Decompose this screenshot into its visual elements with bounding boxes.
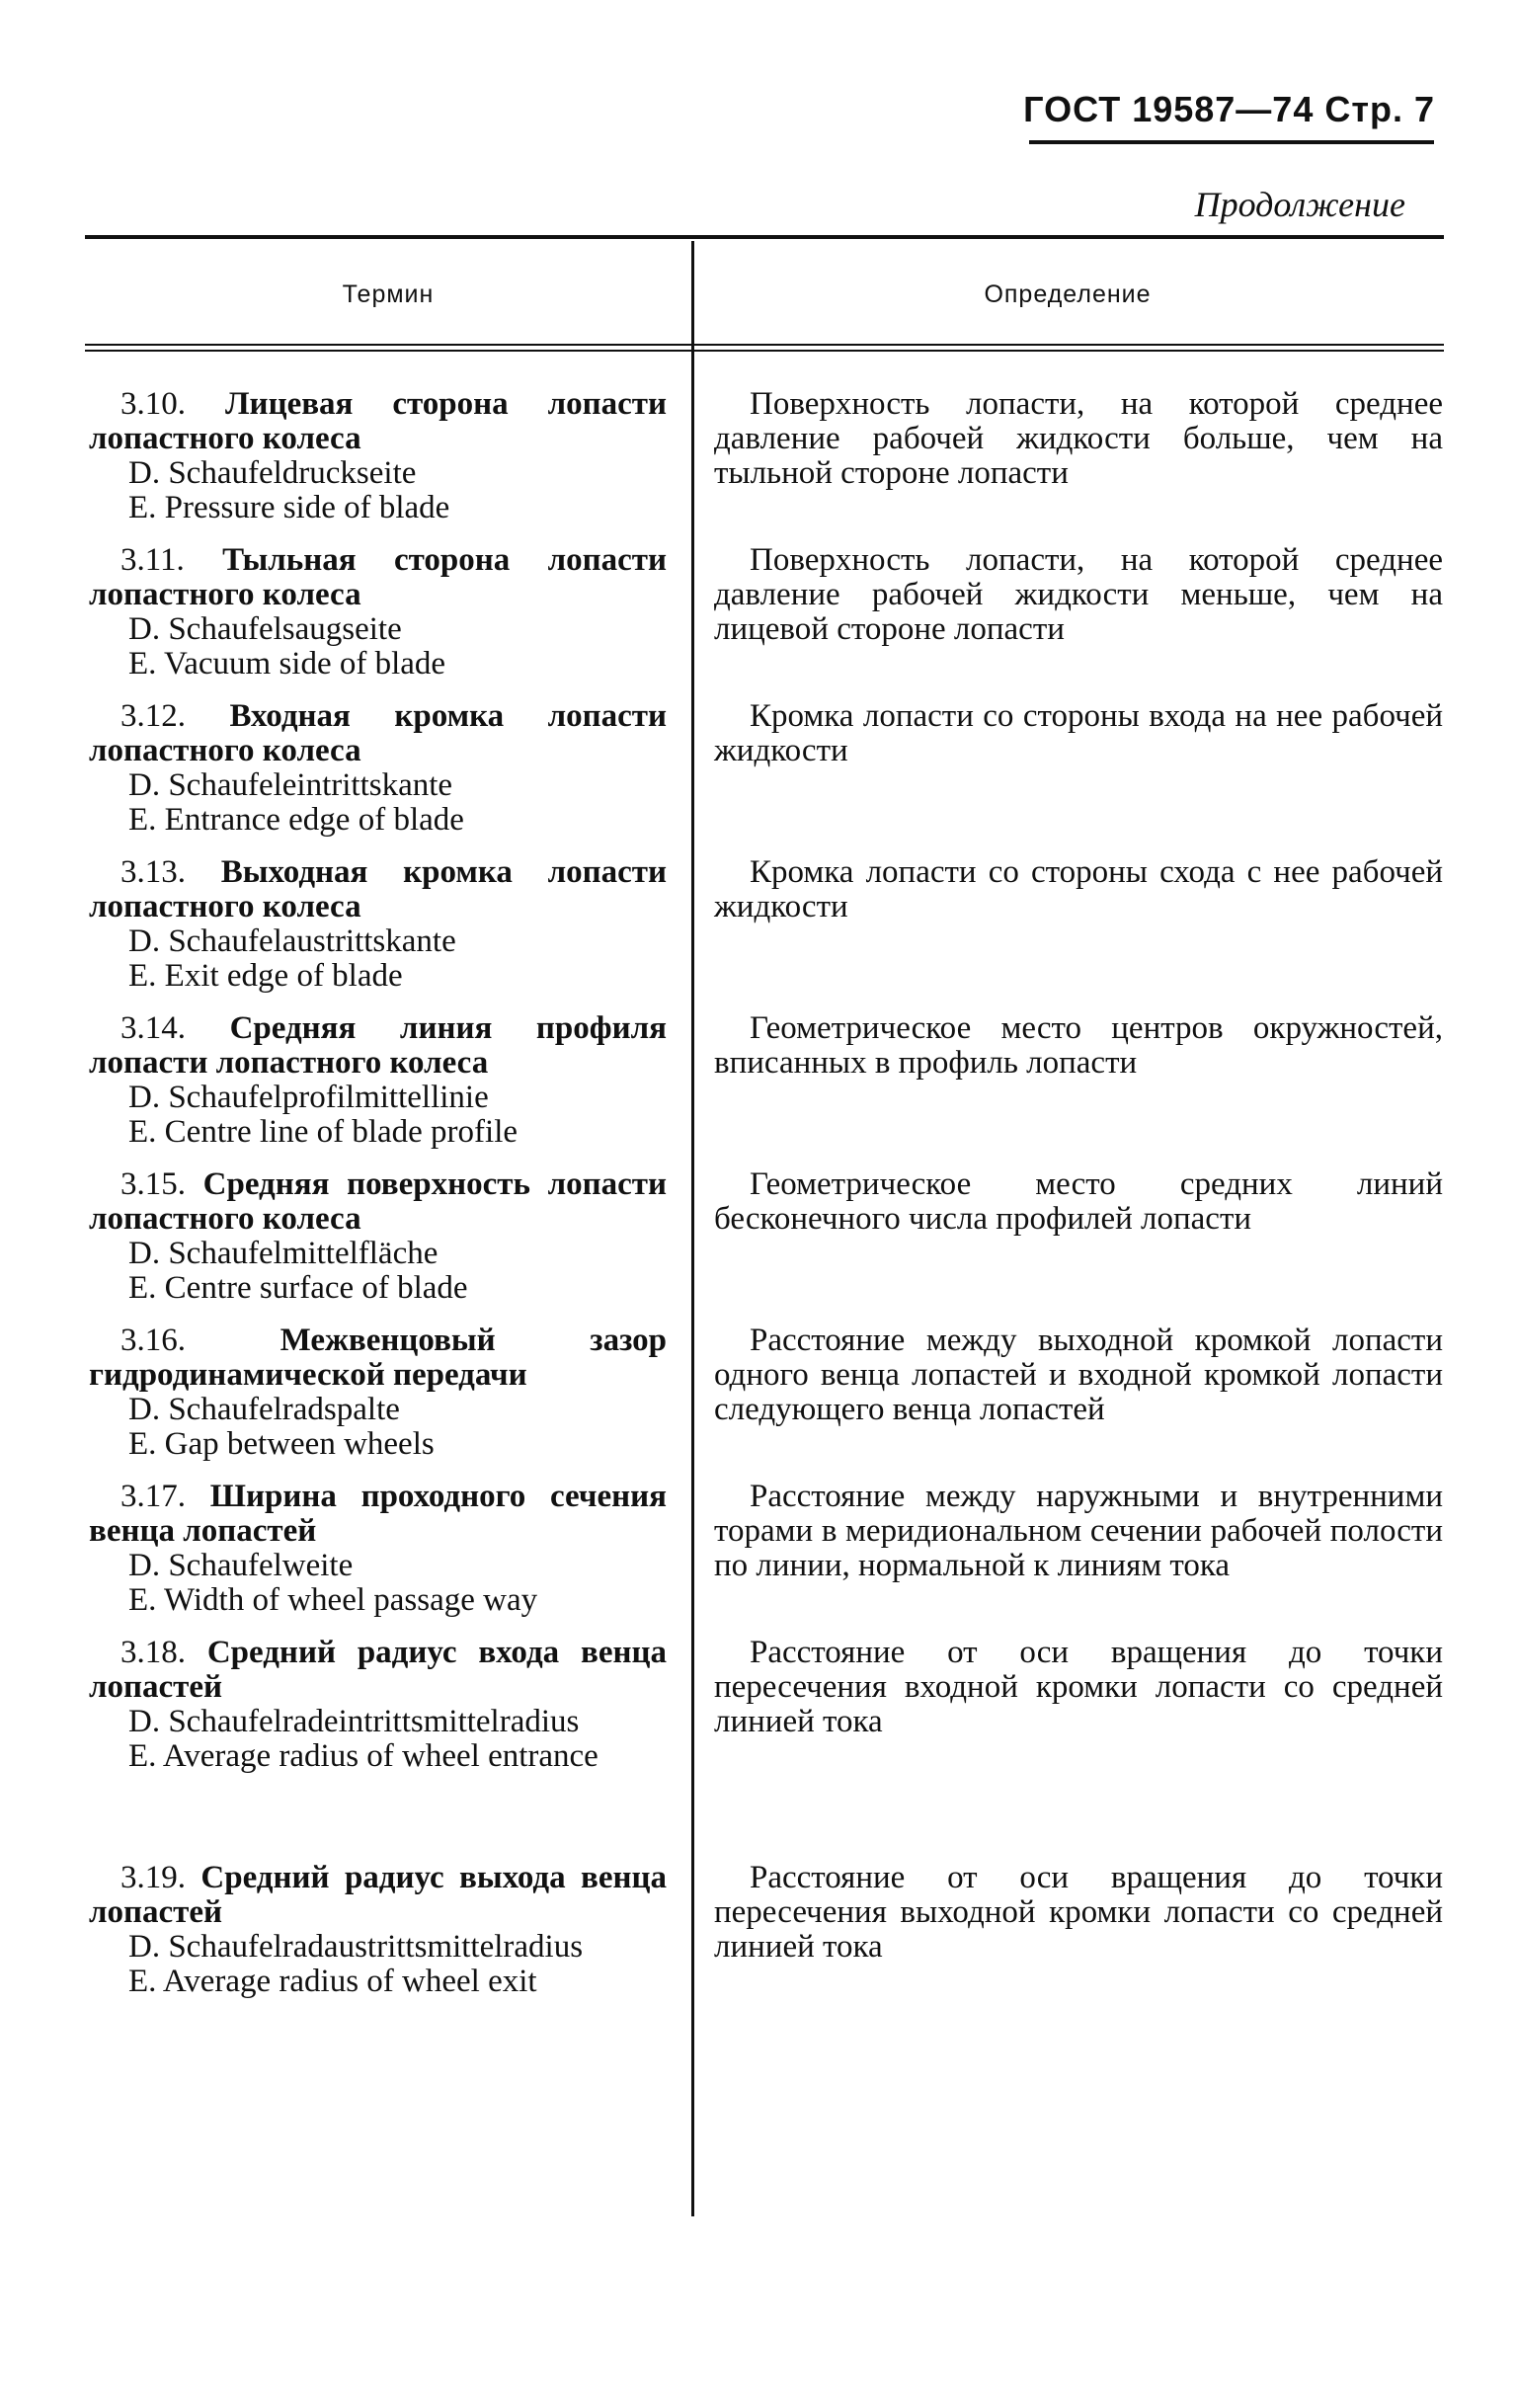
- german-equivalent: D. Schaufelradeintrittsmittelradius: [128, 1704, 580, 1739]
- term-number: 3.11.: [120, 542, 185, 578]
- term-title: [89, 1861, 667, 1930]
- term-number: 3.16.: [120, 1323, 186, 1358]
- term-cell: [89, 1636, 667, 1774]
- continuation-label: Продолжение: [1194, 185, 1405, 224]
- term-title: [89, 855, 667, 924]
- english-equivalent: E. Average radius of wheel entrance: [128, 1738, 598, 1774]
- term-title: [89, 1167, 667, 1237]
- term-cell: [89, 1167, 667, 1306]
- table-top-rule: [85, 235, 1444, 239]
- german-equivalent: D. Schaufelweite: [128, 1548, 354, 1583]
- term-name: Выходная кромка лопасти лопастного колеса: [89, 854, 667, 924]
- term-title: [89, 699, 667, 768]
- english-equivalent: E. Centre surface of blade: [128, 1270, 468, 1306]
- term-number: 3.19.: [120, 1860, 186, 1895]
- german-equivalent: D. Schaufelprofilmittellinie: [128, 1080, 489, 1115]
- definition-cell: Расстояние от оси вращения до точки пересечения входной кромки лопасти со средней линией тока: [714, 1635, 1443, 1739]
- term-name: Входная кромка лопасти лопастного колеса: [89, 698, 668, 768]
- definition-cell: Расстояние между наружными и внутренними торами в меридиональном сечении рабочей полости по линии, нормальной к линиям тока: [714, 1479, 1443, 1583]
- term-number: 3.14.: [120, 1010, 186, 1046]
- term-name: Средняя поверхность лопасти лопастного колеса: [89, 1166, 668, 1237]
- column-header-term: Термин: [342, 281, 435, 308]
- definition-cell: Кромка лопасти со стороны входа на нее рабочей жидкости: [714, 698, 1443, 768]
- german-equivalent: D. Schaufelmittelfläche: [128, 1236, 439, 1271]
- column-divider: [691, 241, 694, 2216]
- column-header-definition: Определение: [984, 281, 1152, 308]
- definition-cell: Геометрическое место центров окружностей, вписанных в профиль лопасти: [714, 1010, 1443, 1081]
- german-equivalent: D. Schaufelaustrittskante: [128, 923, 456, 959]
- term-name: Средний радиус входа венца лопастей: [89, 1635, 667, 1705]
- definition-cell: Расстояние от оси вращения до точки пересечения выходной кромки лопасти со средней линией тока: [714, 1860, 1443, 1965]
- english-equivalent: E. Vacuum side of blade: [128, 646, 446, 682]
- term-cell: [89, 1861, 667, 1999]
- term-title: [89, 1480, 667, 1549]
- header-rule: [1029, 140, 1434, 144]
- term-cell: [89, 1011, 667, 1150]
- term-number: 3.18.: [120, 1635, 186, 1670]
- definition-cell: Расстояние между выходной кромкой лопасти одного венца лопастей и входной кромкой лопасти следующего венца лопастей: [714, 1323, 1443, 1427]
- english-equivalent: E. Exit edge of blade: [128, 958, 403, 994]
- term-cell: [89, 387, 667, 525]
- term-cell: [89, 1324, 667, 1462]
- term-number: 3.13.: [120, 854, 186, 890]
- definition-cell: Поверхность лопасти, на которой среднее давление рабочей жидкости меньше, чем на лицевой стороне лопасти: [714, 542, 1443, 647]
- english-equivalent: E. Centre line of blade profile: [128, 1114, 519, 1150]
- english-equivalent: E. Entrance edge of blade: [128, 802, 464, 838]
- term-name: Средняя линия профиля лопасти лопастного колеса: [89, 1010, 667, 1081]
- german-equivalent: D. Schaufelradspalte: [128, 1392, 400, 1427]
- english-equivalent: E. Average radius of wheel exit: [128, 1964, 537, 1999]
- german-equivalent: D. Schaufeldruckseite: [128, 455, 417, 491]
- term-name: Межвенцовый зазор гидродинамической передачи: [89, 1323, 667, 1393]
- term-cell: [89, 543, 667, 682]
- term-name: Средний радиус выхода венца лопастей: [89, 1860, 668, 1930]
- term-number: 3.17.: [120, 1479, 186, 1514]
- english-equivalent: E. Width of wheel passage way: [128, 1582, 538, 1618]
- standard-code: ГОСТ 19587—74 Стр. 7: [1023, 89, 1435, 129]
- term-title: [89, 1324, 667, 1393]
- term-cell: [89, 699, 667, 838]
- header-rule-lower: [85, 350, 1444, 352]
- definition-cell: Поверхность лопасти, на которой среднее давление рабочей жидкости больше, чем на тыльной стороне лопасти: [714, 386, 1443, 491]
- definition-cell: Геометрическое место средних линий бесконечного числа профилей лопасти: [714, 1166, 1443, 1237]
- term-name: Лицевая сторона лопасти лопастного колеса: [89, 386, 668, 456]
- term-cell: [89, 1480, 667, 1618]
- german-equivalent: D. Schaufelsaugseite: [128, 611, 402, 647]
- english-equivalent: E. Gap between wheels: [128, 1426, 435, 1462]
- english-equivalent: E. Pressure side of blade: [128, 490, 450, 525]
- term-number: 3.12.: [120, 698, 186, 734]
- term-number: 3.10.: [120, 386, 186, 422]
- term-title: [89, 543, 667, 612]
- term-cell: [89, 855, 667, 994]
- german-equivalent: D. Schaufeleintrittskante: [128, 767, 453, 803]
- header-rule-upper: [85, 344, 1444, 346]
- german-equivalent: D. Schaufelradaustrittsmittelradius: [128, 1929, 584, 1965]
- term-title: [89, 1636, 667, 1705]
- definition-cell: Кромка лопасти со стороны схода с нее рабочей жидкости: [714, 854, 1443, 924]
- term-title: [89, 1011, 667, 1081]
- term-name: Ширина проходного сечения венца лопастей: [89, 1479, 668, 1549]
- term-name: Тыльная сторона лопасти лопастного колеса: [89, 542, 668, 612]
- term-title: [89, 387, 667, 456]
- term-number: 3.15.: [120, 1166, 186, 1202]
